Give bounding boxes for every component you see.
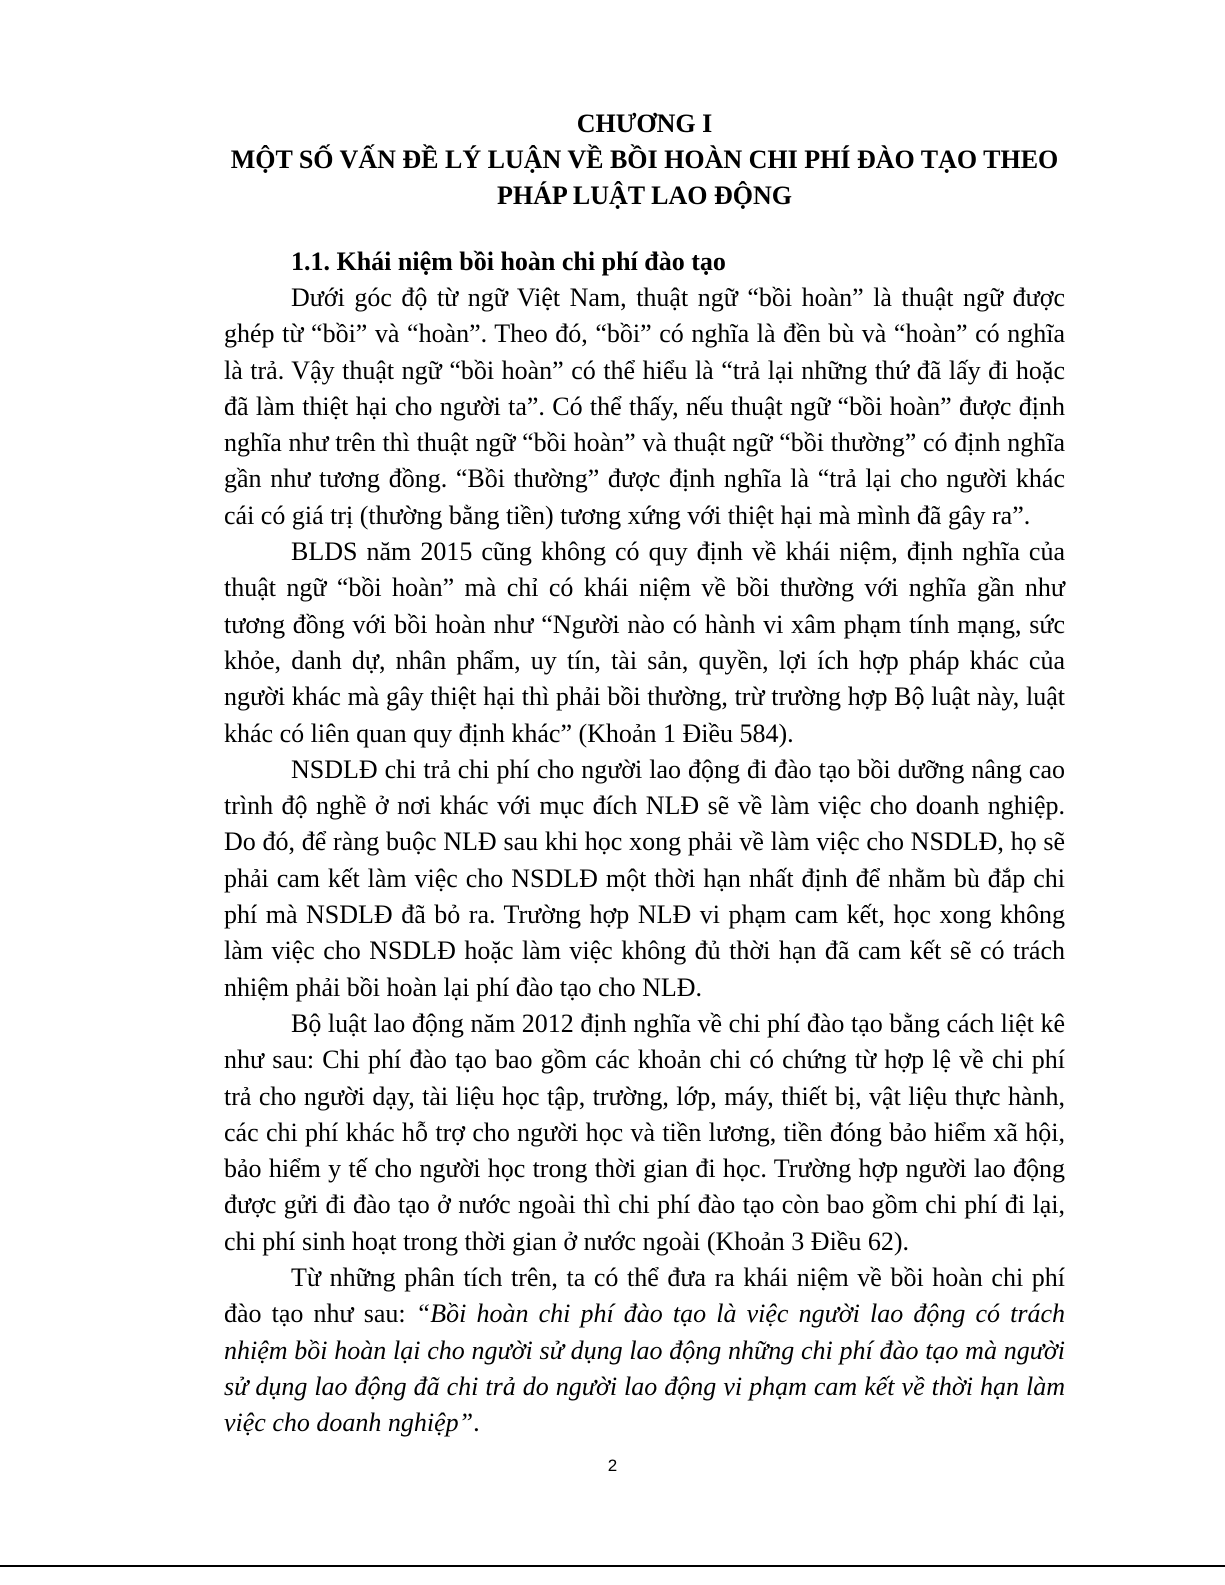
section-heading: 1.1. Khái niệm bồi hoàn chi phí đào tạo [291, 247, 726, 276]
concluding-paragraph [224, 1260, 1065, 1441]
body-paragraph-4: Bộ luật lao động năm 2012 định nghĩa về chi phí đào tạo bằng cách liệt kê như sau: Chi phí đào tạo bao gồm các khoản chi có chứng từ hợp lệ về chi phí trả cho người dạy, tài liệu học tập, trường, lớp, máy, thiết bị, vật liệu thực hành, các chi phí khác hỗ trợ cho người học và tiền lương, tiền đóng bảo hiểm xã hội, bảo hiểm y tế cho người học trong thời gian đi học. Trường hợp người lao động được gửi đi đào tạo ở nước ngoài thì chi phí đào tạo còn bao gồm chi phí đi lại, chi phí sinh hoạt trong thời gian ở nước ngoài (Khoản 3 Điều 62). [224, 1008, 1065, 1256]
chapter-title-line-1: MỘT SỐ VẤN ĐỀ LÝ LUẬN VỀ BỒI HOÀN CHI PHÍ ĐÀO TẠO THEO [230, 145, 1059, 174]
page-content [224, 106, 1065, 1442]
body-paragraph-2: BLDS năm 2015 cũng không có quy định về khái niệm, định nghĩa của thuật ngữ “bồi hoàn” mà chỉ có khái niệm về bồi thường với nghĩa gần như tương đồng với bồi hoàn như “Người nào có hành vi xâm phạm tính mạng, sức khỏe, danh dự, nhân phẩm, uy tín, tài sản, quyền, lợi ích hợp pháp khác của người khác mà gây thiệt hại thì phải bồi thường, trừ trường hợp Bộ luật này, luật khác có liên quan quy định khác” (Khoản 1 Điều 584). [224, 537, 1065, 748]
bottom-divider [0, 1565, 1225, 1567]
concluding-lead-text: Từ những phân tích trên, ta có thể đưa ra khái niệm về bồi hoàn chi phí đào tạo như sau: [224, 1263, 1065, 1329]
definition-quote: “Bồi hoàn chi phí đào tạo là việc người lao động có trách nhiệm bồi hoàn lại cho người sử dụng lao động những chi phí đào tạo mà người sử dụng lao động đã chi trả do người lao động vi phạm cam kết về thời hạn làm việc cho doanh nghiệp” [224, 1299, 1065, 1438]
concluding-end: . [473, 1408, 480, 1438]
chapter-title-line-2: PHÁP LUẬT LAO ĐỘNG [497, 181, 792, 210]
body-paragraph-1: Dưới góc độ từ ngữ Việt Nam, thuật ngữ “bồi hoàn” là thuật ngữ được ghép từ “bồi” và “hoàn”. Theo đó, “bồi” có nghĩa là đền bù và “hoàn” có nghĩa là trả. Vậy thuật ngữ “bồi hoàn” có thể hiểu là “trả lại những thứ đã lấy đi hoặc đã làm thiệt hại cho người ta”. Có thể thấy, nếu thuật ngữ “bồi hoàn” được định nghĩa như trên thì thuật ngữ “bồi hoàn” và thuật ngữ “bồi thường” có định nghĩa gần như tương đồng. “Bồi thường” được định nghĩa là “trả lại cho người khác cái có giá trị (thường bằng tiền) tương xứng với thiệt hại mà mình đã gây ra”. [224, 283, 1065, 530]
chapter-number: CHƯƠNG I [576, 109, 713, 138]
page-number: 2 [607, 1456, 618, 1475]
body-paragraph-3: NSDLĐ chi trả chi phí cho người lao động đi đào tạo bồi dưỡng nâng cao trình độ nghề ở nơi khác với mục đích NLĐ sẽ về làm việc cho doanh nghiệp. Do đó, để ràng buộc NLĐ sau khi học xong phải về làm việc cho NSDLĐ, họ sẽ phải cam kết làm việc cho NSDLĐ một thời hạn nhất định để nhằm bù đắp chi phí mà NSDLĐ đã bỏ ra. Trường hợp NLĐ vi phạm cam kết, học xong không làm việc cho NSDLĐ hoặc làm việc không đủ thời hạn đã cam kết sẽ có trách nhiệm phải bồi hoàn lại phí đào tạo cho NLĐ. [224, 754, 1065, 1002]
